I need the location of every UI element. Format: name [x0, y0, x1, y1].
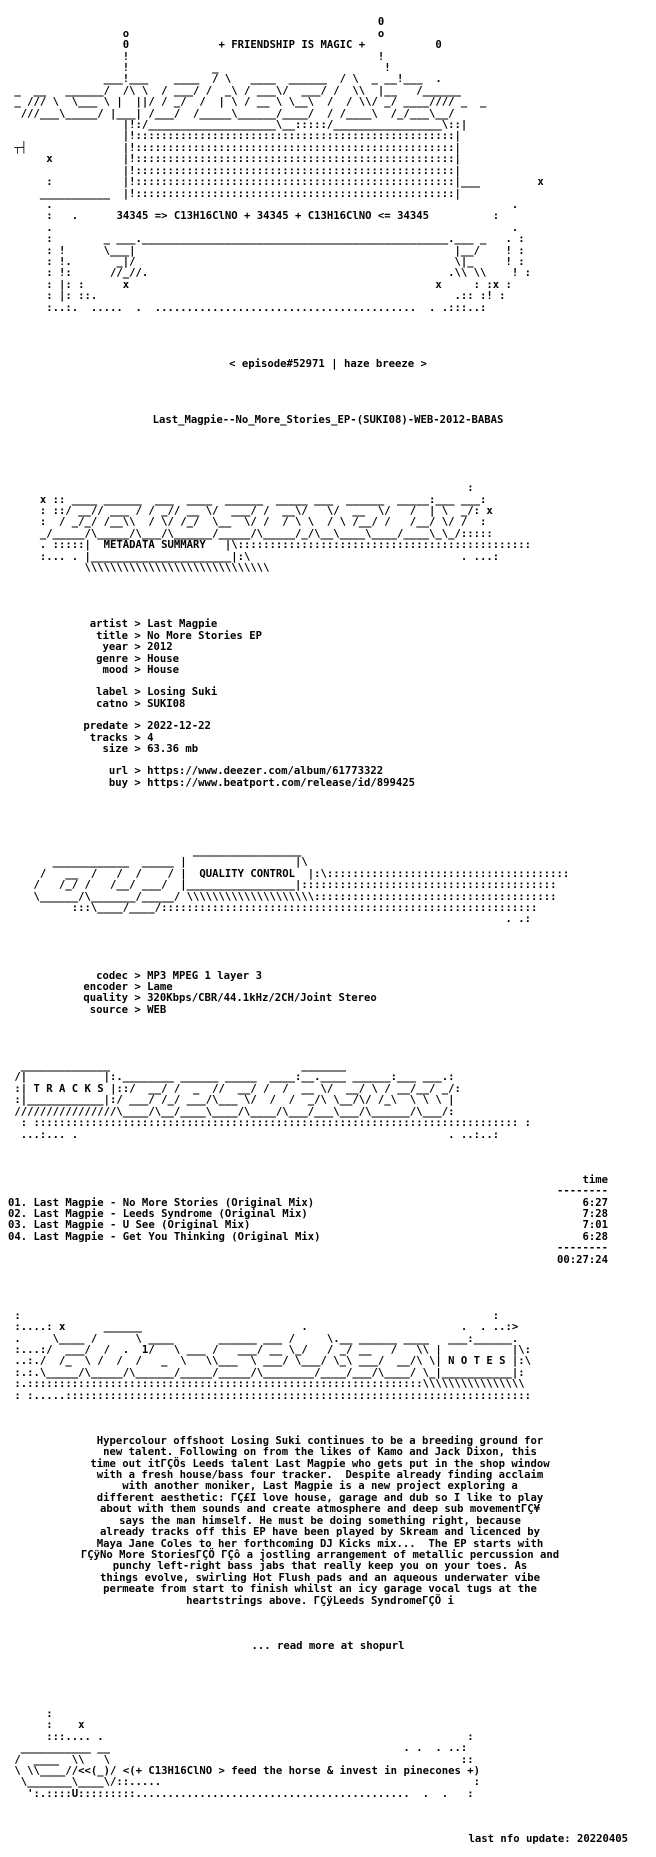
tracks-rule-top: -------- [556, 1185, 608, 1198]
ascii-art-tracks-header: ______________ _______ /| |:.________ ______ _____ ____:__.____ ______:___ ___.: :| T R A C K S |::/ __/ / _ // __/ / / __ \/ __/ \ / __/__/ _/: :|____________|:/ ___/ /_/ ___/\___ \/ / / _/\ \__/\/ /_\ \ \ \ | ////////////////\____/\__/____\____/\____/\___/___\___/\______/\___/: : :::::::::::::::::::::::::::::::::::::::::::::::::::::::::::::::::::::::::::: : ...:... . . ..:..: [14, 1060, 531, 1141]
meta-url[interactable]: url > https://www.deezer.com/album/61773322 [108, 765, 384, 778]
ascii-art-metadata-header: : x :: ____ ______ ___ ____ ______ _____ ___ ______ _____:___ ___: : ::/ __// ___ / / _// __ \/ ___/ / __\/ \/ __ \/ / | \ _/: x : / _/_/ /__\\ / \/ /_/ \__ \/ / / \ \ / \ /__/ / /__/ \/ / : _/_____/\_____/\___/\______/_____/\_____/_/\__\____\____/____\_\_/::::: . :::::| METADATA SUMMARY |\:::::::::::::::::::::::::::::::::::::::::::::: :... . |______________________|:\ . ...: \\\\\\\\\\\\\\\\\\\\\\\\\\\\\ [39, 482, 532, 575]
footer-tagline: <(+ C13H16ClNO > feed the horse & invest in pinecones +) [122, 1765, 480, 1777]
notes-title: N O T E S [448, 1355, 506, 1368]
tracks-title: T R A C K S [33, 1082, 104, 1095]
meta-mood: mood > House [102, 663, 180, 676]
metadata-fields [8, 619, 648, 789]
track-row: 01. Last Magpie - No More Stories (Original Mix) 6:27 [8, 1196, 608, 1209]
read-more-link[interactable]: ... read more at shopurl [251, 1639, 405, 1652]
meta-tracks: tracks > 4 [89, 731, 154, 744]
release-name: Last_Magpie--No_More_Stories_EP-(SUKI08)-WEB-2012-BABAS [152, 414, 504, 426]
meta-label: label > Losing Suki [96, 686, 218, 699]
ascii-art-castle-top: 0 o o 0 + FRIENDSHIP IS MAGIC + 0 ! ! ! _ ! ___!___ ____ / \ ____ ______ / \ _ __!___ . _ __ ______/ /\ \ / ___/ / _\ / ___\/ ___/ / \\ |__ /______ _ /// \ \___ \ | ||/ / _/ / | \ / __ \ \__\ / / \\/ _/ ____//// _ _ ///___\_____/ |___| /___/ /_____\______/____/ / /____\ /_/___\__/ |!:/____________________\__:::::/_________________\::| |!::::::::::::::::::::::::::::::::::::::::::::::::::| ┬┤ |!::::::::::::::::::::::::::::::::::::::::::::::::::| x |!::::::::::::::::::::::::::::::::::::::::::::::::::| |!::::::::::::::::::::::::::::::::::::::::::::::::::| : |!::::::::::::::::::::::::::::::::::::::::::::::::::|___ x ___________ |!::::::::::::::::::::::::::::::::::::::::::::::::::| . . : . 34345 => C13H16ClNO + 34345 + C13H16ClNO <= 34345 : . . : _ ___.________________________________________________.___ _ . : : ! \___| |__/ ! : : !. _|/ \|_ ! : : !: //_//. .\\ \\ ! : : |: : x x : :x : : |: ::. .:: :! : :..:. ..... . ......................................... . .:::..: [14, 16, 544, 314]
formula-text: 34345 => C13H16ClNO + 34345 + C13H16ClNO <= 34345 [116, 210, 429, 223]
meta-year: year > 2012 [102, 641, 173, 654]
qc-encoder: encoder > Lame [83, 981, 173, 994]
meta-title: title > No More Stories EP [96, 629, 262, 642]
nfo-document [8, 6, 648, 1857]
ascii-art-footer: : : x :::.... . : ___________ __ . . . ..: / ____ \\ \ :: \ \\____//<<(_)/ <(+ C13H16ClNO > feed the horse & invest in pinecones +) \_______\____\/::..... : ':.::::U:::::::::........................................... . . : [14, 1707, 480, 1800]
meta-genre: genre > House [96, 652, 180, 665]
meta-buy[interactable]: buy > https://www.beatport.com/release/id/899425 [108, 776, 416, 789]
quality-fields [8, 971, 648, 1017]
meta-size: size > 63.36 mb [102, 742, 199, 755]
last-update: last nfo update: 20220405 [468, 1833, 628, 1846]
episode-line: < episode#52971 | haze breeze > [229, 357, 427, 370]
track-row: 02. Last Magpie - Leeds Syndrome (Original Mix) 7:28 [8, 1207, 608, 1220]
tracks-total: 00:27:24 [556, 1253, 608, 1266]
tracks-time-header: time [582, 1173, 608, 1186]
tracks-list [8, 1175, 648, 1266]
qc-source: source > WEB [89, 1003, 167, 1016]
ascii-art-notes-header: : : :....: x ______ . . . ..:> . \____ / \ ____ ______ ___ / \.__ ______ ____ ___:______. :...:/ ___/ / . 1/ \ ___ / ___/ __ \_/ / _/ __ / \\ | |\: ..:./ /_ \ / / / _ \ \\___ \ ___/ \___/ \_\ ___/ __/\ \| N O T E S |:\ :.:.\_____/\_____/\______/_____/_____/\________/____/___/\____/ \_|___________|: :.::::::::::::::::::::::::::::::::::::::::::::::::::::::::::::::\\\\\\\\\\\\\\\\ : :.....::::::::::::::::::::::::::::::::::::::::::::::::::::::::::::::::::::::::: [14, 1309, 532, 1402]
meta-catno: catno > SUKI08 [96, 697, 186, 710]
tracks-rule-bottom: -------- [556, 1242, 608, 1255]
banner-text: + FRIENDSHIP IS MAGIC + [218, 39, 366, 52]
quality-title: QUALITY CONTROL [199, 867, 296, 880]
meta-artist: artist > Last Magpie [89, 618, 218, 631]
metadata-title: METADATA SUMMARY [103, 539, 206, 552]
qc-codec: codec > MP3 MPEG 1 layer 3 [96, 969, 262, 982]
notes-body: Hypercolour offshoot Losing Suki continues to be a breeding ground for new talent. Following on from the likes of Kamo and Jack Dixon, this time out itΓÇÖs Leeds talent Last Magpie who gets put in the shop window with a fresh house/bass four tracker. Despite already finding acclaim with another moniker, Last Magpie is a new project exploring a different aesthetic: ΓÇ£I love house, garage and dub so I like to play about with them sounds and create atmosphere and deep sub movementΓÇ¥ says the man himself. He must be doing something right, because already tracks off this EP have been played by Skream and licenced by Maya Jane Coles to her forthcoming DJ Kicks mix... The EP starts with ΓÇÿNo More StoriesΓÇÖ ΓÇô a jostling arrangement of metallic percussion and punchy left-right bass jabs that really keep you on your toes. As things evolve, swirling Hot Flush pads and an aqueous underwater vibe permeate from start to finish whilst an icy garage vocal tugs at the heartstrings above. ΓÇÿLeeds SyndromeΓÇÖ i [80, 1434, 560, 1607]
qc-quality: quality > 320Kbps/CBR/44.1kHz/2CH/Joint Stereo [83, 992, 377, 1005]
track-row: 04. Last Magpie - Get You Thinking (Original Mix) 6:28 [8, 1230, 608, 1243]
meta-predate: predate > 2022-12-22 [83, 720, 211, 733]
ascii-art-quality-header: _________________ ____________ _____ | |\ / __ / / / / | QUALITY CONTROL |:\:::::::::::::::::::::::::::::::::::::: / /_/ / /__/ ___/ |_________________|:::::::::::::::::::::::::::::::::::::::: \______/\_______/_____/ \\\\\\\\\\\\\\\\\\\\:::::::::::::::::::::::::::::::::::::: :::\____/____/::::::::::::::::::::::::::::::::::::::::::::::::::::::::::: . .: [33, 844, 570, 926]
track-row: 03. Last Magpie - U See (Original Mix) 7:01 [8, 1219, 608, 1232]
